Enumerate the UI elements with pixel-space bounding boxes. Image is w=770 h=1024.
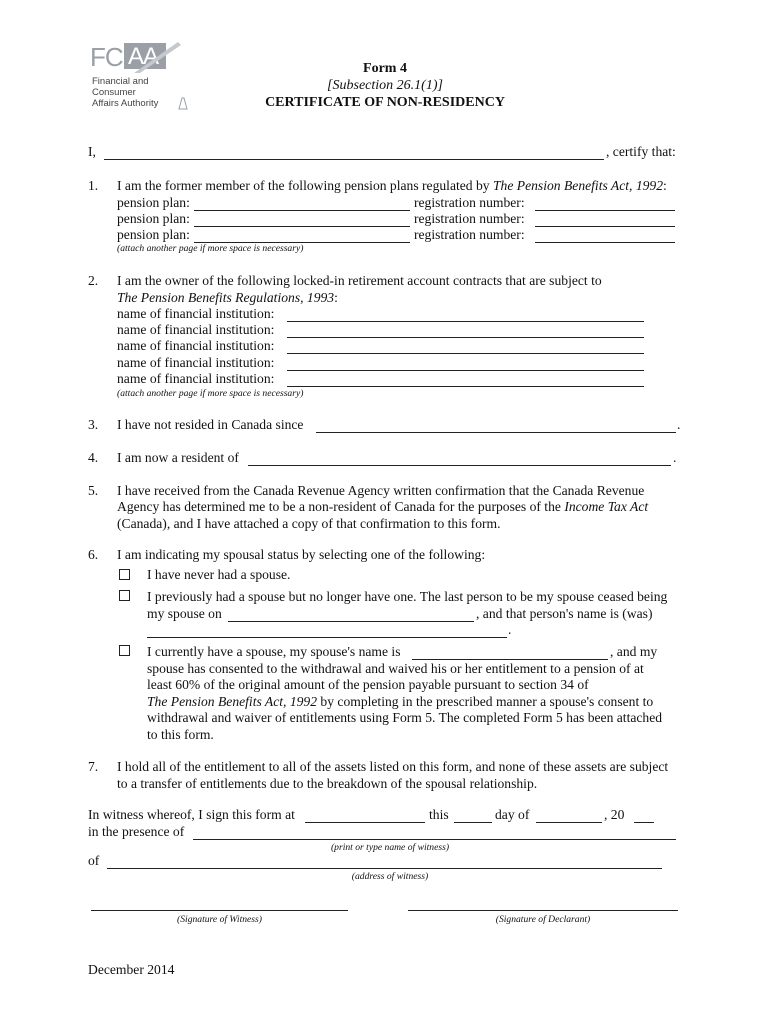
witness-name-note: (print or type name of witness) bbox=[330, 842, 450, 853]
never-had-spouse-checkbox[interactable] bbox=[119, 569, 130, 580]
pension-plan-field-1[interactable] bbox=[194, 195, 410, 211]
item1-reg-label-1: registration number: bbox=[414, 195, 525, 210]
fcaa-logo bbox=[92, 40, 212, 120]
item5-number: 5. bbox=[88, 483, 99, 498]
logo-swoosh-icon bbox=[132, 40, 182, 74]
item2-inst-label-3: name of financial institution: bbox=[117, 338, 275, 353]
item1-note: (attach another page if more space is necessary) bbox=[117, 243, 304, 254]
item1-plan-label-2: pension plan: bbox=[117, 211, 190, 226]
witness-line1-c: day of bbox=[495, 807, 530, 822]
logo-line-1: Financial and bbox=[92, 76, 149, 87]
registration-number-field-2[interactable] bbox=[535, 211, 675, 227]
option3-line5: withdrawal and waiver of entitlements using Form 5. The completed Form 5 has been attached bbox=[147, 710, 663, 725]
witness-line1-d: , 20 bbox=[604, 807, 625, 822]
option2-line3-end: . bbox=[508, 622, 512, 637]
declarant-signature-line[interactable] bbox=[408, 910, 678, 911]
financial-institution-field-1[interactable] bbox=[287, 306, 644, 322]
witness-signature-line[interactable] bbox=[91, 910, 348, 911]
intro-suffix: , certify that: bbox=[606, 144, 676, 159]
current-spouse-checkbox[interactable] bbox=[119, 645, 130, 656]
item1-plan-label-1: pension plan: bbox=[117, 195, 190, 210]
item5-line2: Agency has determined me to be a non-resident of Canada for the purposes of the Income Tax Act bbox=[117, 499, 649, 514]
item1-reg-label-3: registration number: bbox=[414, 227, 525, 242]
option3-pre: I currently have a spouse, my spouse's name is bbox=[147, 644, 401, 659]
current-spouse-name-field[interactable] bbox=[412, 644, 608, 660]
form-number: Form 4 bbox=[363, 61, 407, 76]
item3-text: I have not resided in Canada since bbox=[117, 417, 304, 432]
previous-spouse-name-field[interactable] bbox=[147, 622, 507, 638]
item7-number: 7. bbox=[88, 759, 99, 774]
previous-spouse-checkbox[interactable] bbox=[119, 590, 130, 601]
logo-subtitle bbox=[92, 76, 158, 109]
declarant-signature-label: (Signature of Declarant) bbox=[495, 914, 591, 925]
item3-end: . bbox=[677, 417, 681, 432]
sign-year-field[interactable] bbox=[634, 807, 654, 823]
option3-line3: least 60% of the original amount of the pension payable pursuant to section 34 of bbox=[147, 677, 589, 692]
financial-institution-field-5[interactable] bbox=[287, 371, 644, 387]
item1-plan-label-3: pension plan: bbox=[117, 227, 190, 242]
witness-of-label: of bbox=[88, 853, 100, 868]
item2-note: (attach another page if more space is necessary) bbox=[117, 388, 304, 399]
witness-presence-label: in the presence of bbox=[88, 824, 185, 839]
logo-line-3: Affairs Authority bbox=[92, 98, 159, 109]
registration-number-field-1[interactable] bbox=[535, 195, 675, 211]
item3-number: 3. bbox=[88, 417, 99, 432]
financial-institution-field-2[interactable] bbox=[287, 322, 644, 338]
logo-fc-text: FC bbox=[90, 42, 123, 72]
declarant-name-field[interactable] bbox=[104, 144, 604, 160]
spouse-ceased-date-field[interactable] bbox=[228, 606, 474, 622]
item2-regulation: The Pension Benefits Regulations, 1993: bbox=[117, 290, 338, 305]
logo-crest-icon bbox=[178, 96, 188, 110]
sign-month-field[interactable] bbox=[536, 807, 602, 823]
item2-number: 2. bbox=[88, 273, 99, 288]
resident-of-field[interactable] bbox=[248, 450, 671, 466]
witness-line1-a: In witness whereof, I sign this form at bbox=[88, 807, 295, 822]
witness-address-field[interactable] bbox=[107, 853, 662, 869]
option2-line1: I previously had a spouse but no longer have one. The last person to be my spouse ceased being bbox=[147, 589, 668, 604]
item4-end: . bbox=[673, 450, 677, 465]
item2-text: I am the owner of the following locked-in retirement account contracts that are subject to bbox=[117, 273, 602, 288]
item2-inst-label-1: name of financial institution: bbox=[117, 306, 275, 321]
footer-date: December 2014 bbox=[88, 962, 175, 977]
sign-location-field[interactable] bbox=[305, 807, 425, 823]
option3-post: , and my bbox=[610, 644, 658, 659]
option2-line2-pre: my spouse on bbox=[147, 606, 222, 621]
item6-text: I am indicating my spousal status by selecting one of the following: bbox=[117, 547, 486, 562]
form-title: CERTIFICATE OF NON-RESIDENCY bbox=[265, 95, 505, 110]
pension-plan-field-2[interactable] bbox=[194, 211, 410, 227]
pension-plan-field-3[interactable] bbox=[194, 227, 410, 243]
witness-line1-b: this bbox=[429, 807, 449, 822]
form-subsection: [Subsection 26.1(1)] bbox=[327, 78, 443, 93]
item2-inst-label-4: name of financial institution: bbox=[117, 355, 275, 370]
item2-inst-label-5: name of financial institution: bbox=[117, 371, 275, 386]
witness-name-field[interactable] bbox=[193, 824, 676, 840]
logo-line-2: Consumer bbox=[92, 87, 136, 98]
item7-line1: I hold all of the entitlement to all of the assets listed on this form, and none of these assets are subject bbox=[117, 759, 669, 774]
financial-institution-field-3[interactable] bbox=[287, 338, 644, 354]
sign-day-field[interactable] bbox=[454, 807, 492, 823]
resided-since-field[interactable] bbox=[316, 417, 676, 433]
option1-label: I have never had a spouse. bbox=[147, 567, 291, 582]
item4-number: 4. bbox=[88, 450, 99, 465]
item5-line1: I have received from the Canada Revenue Agency written confirmation that the Canada Revenue bbox=[117, 483, 645, 498]
witness-address-note: (address of witness) bbox=[351, 871, 429, 882]
item2-inst-label-2: name of financial institution: bbox=[117, 322, 275, 337]
item6-number: 6. bbox=[88, 547, 99, 562]
option2-line2-post: , and that person's name is (was) bbox=[476, 606, 653, 621]
item7-line2: to a transfer of entitlements due to the breakdown of the spousal relationship. bbox=[117, 776, 538, 791]
item1-text: I am the former member of the following pension plans regulated by The Pension Benefits Act, 1992: bbox=[117, 178, 667, 193]
option3-line6: to this form. bbox=[147, 727, 214, 742]
registration-number-field-3[interactable] bbox=[535, 227, 675, 243]
witness-signature-label: (Signature of Witness) bbox=[177, 914, 262, 925]
item5-line3: (Canada), and I have attached a copy of that confirmation to this form. bbox=[117, 516, 501, 531]
item1-reg-label-2: registration number: bbox=[414, 211, 525, 226]
option3-line2: spouse has consented to the withdrawal and waived his or her entitlement to a pension of at bbox=[147, 661, 644, 676]
intro-prefix: I, bbox=[88, 144, 96, 159]
item1-number: 1. bbox=[88, 178, 99, 193]
logo-aa-text: AA bbox=[128, 43, 159, 70]
financial-institution-field-4[interactable] bbox=[287, 355, 644, 371]
option3-line4: The Pension Benefits Act, 1992 by completing in the prescribed manner a spouse's consent to bbox=[147, 694, 654, 709]
item4-text: I am now a resident of bbox=[117, 450, 239, 465]
